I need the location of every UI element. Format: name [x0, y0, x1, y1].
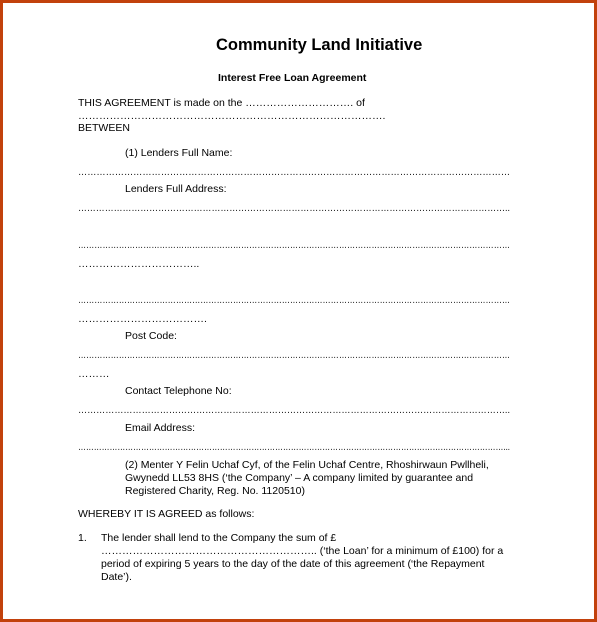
clause-1-number: 1. — [78, 532, 87, 544]
company-party-line-2: Gwynedd LL53 8HS (‘the Company’ – A company limited by guarantee and — [125, 472, 474, 484]
company-party-line-1: (2) Menter Y Felin Uchaf Cyf, of the Felin Uchaf Centre, Rhoshirwaun Pwllheli, — [125, 459, 489, 471]
document-subtitle: Interest Free Loan Agreement — [218, 72, 367, 84]
email-field: ………………………………………………………………………………………………………………………………………………... — [78, 441, 510, 453]
email-label: Email Address: — [125, 422, 196, 434]
document-title: Community Land Initiative — [216, 36, 423, 54]
address-field-line-4: …………………………………………………………………………………………………………………………………………… — [78, 294, 511, 306]
agreement-dots: ……………………………………………………………………………. — [78, 110, 386, 122]
clause-1-line-2: …………………………………………………….. (‘the Loan’ for a minimum of £100) for a — [101, 545, 504, 557]
postcode-label: Post Code: — [125, 330, 177, 342]
address-field-line-3: …………………………….. — [78, 258, 200, 270]
phone-field: …………………………………………………………………………………………………………………………….. — [78, 404, 510, 416]
address-field-line-5: ………………………………. — [78, 313, 207, 325]
company-party-line-3: Registered Charity, Reg. No. 1120510) — [125, 485, 305, 497]
lender-name-field: …………………………………………………………………………………………………………………………… — [78, 166, 511, 178]
postcode-field-line-1: …………………………………………………………………………………………………………………………………………… — [78, 349, 511, 361]
whereby-heading: WHEREBY IT IS AGREED as follows: — [78, 508, 255, 520]
address-field-line-2: …………………………………………………………………………………………………………………………………………… — [78, 239, 511, 251]
lender-name-label: (1) Lenders Full Name: — [125, 147, 233, 159]
address-field-line-1: ……………………………………………………………………………………………………………………………….. — [78, 202, 510, 214]
between-label: BETWEEN — [78, 122, 130, 134]
clause-1-line-4: Date’). — [101, 571, 132, 583]
clause-1-line-3: period of expiring 5 years to the day of the date of this agreement (‘the Repayment — [101, 558, 485, 570]
clause-1-line-1: The lender shall lend to the Company the sum of £ — [101, 532, 337, 544]
postcode-field-line-2: ……… — [78, 368, 110, 380]
agreement-date-line: THIS AGREEMENT is made on the …………………………. of — [78, 97, 365, 109]
lender-address-label: Lenders Full Address: — [125, 183, 227, 195]
phone-label: Contact Telephone No: — [125, 385, 232, 397]
